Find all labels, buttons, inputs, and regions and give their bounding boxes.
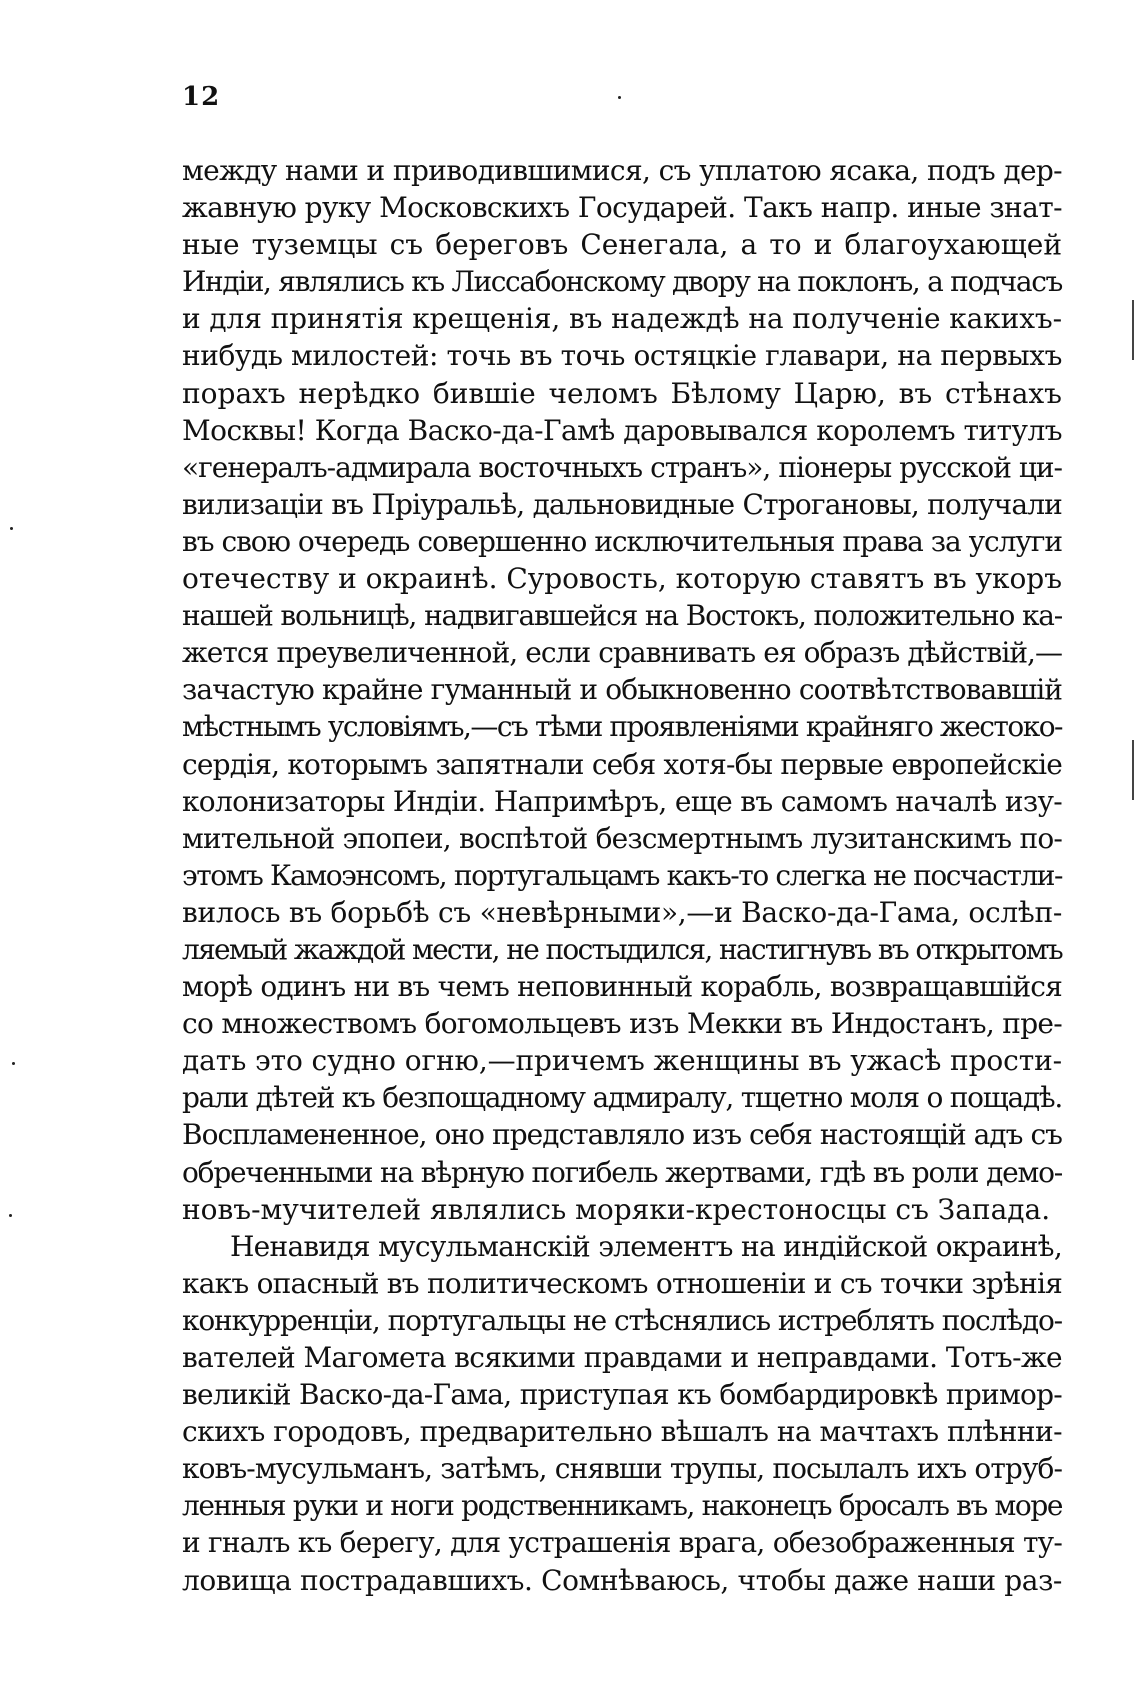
text-line: мительной эпопеи, воспѣтой безсмертнымъ лузитанскимъ по- (182, 821, 1062, 855)
scan-margin-line (1132, 300, 1134, 360)
text-line: зачастую крайне гуманный и обыкновенно соотвѣтствовавшій (182, 673, 1062, 707)
text-line: жавную руку Московскихъ Государей. Такъ напр. иные знат- (182, 191, 1062, 225)
text-line: порахъ нерѣдко бившіе челомъ Бѣлому Царю, въ стѣнахъ (182, 376, 1062, 410)
text-line: сердія, которымъ запятнали себя хотя-бы первые европейскіе (182, 747, 1062, 781)
paragraph-1 (182, 152, 1062, 1228)
text-line: и для принятія крещенія, въ надеждѣ на полученіе какихъ- (182, 302, 1062, 336)
page-number: 12 (182, 82, 221, 112)
text-line: жется преувеличенной, если сравнивать ея образъ дѣйствій,— (182, 636, 1062, 670)
text-line: со множествомъ богомольцевъ изъ Мекки въ Индостанъ, пре- (182, 1007, 1062, 1041)
text-line: конкурренціи, португальцы не стѣснялись истреблять послѣдо- (182, 1303, 1062, 1337)
scan-speck (618, 96, 621, 99)
text-line: вателей Магомета всякими правдами и неправдами. Тотъ-же (182, 1341, 1062, 1374)
text-line: нашей вольницѣ, надвигавшейся на Востокъ, положительно ка- (182, 599, 1062, 633)
text-line: рали дѣтей къ безпощадному адмиралу, тщетно моля о пощадѣ. (182, 1081, 1062, 1115)
text-line: ные туземцы съ береговъ Сенегала, а то и благоухающей (182, 228, 1062, 262)
text-line: великій Васко-да-Гама, приступая къ бомбардировкѣ примор- (182, 1378, 1062, 1412)
text-line: этомъ Камоэнсомъ, португальцамъ какъ-то слегка не посчастли- (182, 858, 1062, 892)
text-line: ленныя руки и ноги родственникамъ, наконецъ бросалъ въ море (182, 1489, 1062, 1523)
text-line: новъ-мучителей являлись моряки-крестоносцы съ Запада. (182, 1192, 1051, 1226)
text-line: Воспламененное, оно представляло изъ себя настоящій адъ съ (182, 1118, 1062, 1152)
text-line: дать это судно огню,—причемъ женщины въ ужасѣ прости- (182, 1044, 1062, 1078)
text-line: колонизаторы Индіи. Напримѣръ, еще въ самомъ началѣ изу- (182, 784, 1062, 818)
text-line: и гналъ къ берегу, для устрашенія врага, обезображенныя ту- (182, 1526, 1062, 1560)
text-line: между нами и приводившимися, съ уплатою ясака, подъ дер- (182, 154, 1062, 187)
text-line: нибудь милостей: точь въ точь остяцкіе главари, на первыхъ (182, 339, 1062, 373)
text-line: обреченными на вѣрную погибель жертвами, гдѣ въ роли демо- (182, 1155, 1062, 1189)
text-line: вилизаціи въ Пріуральѣ, дальновидные Строгановы, получали (182, 487, 1062, 521)
scan-margin-line (1132, 740, 1134, 800)
text-line: въ свою очередь совершенно исключительныя права за услуги (182, 524, 1062, 558)
text-line: мѣстнымъ условіямъ,—съ тѣми проявленіями крайняго жестоко- (182, 710, 1062, 744)
text-line: вилось въ борьбѣ съ «невѣрными»,—и Васко-да-Гама, ослѣп- (182, 895, 1062, 929)
text-line: морѣ одинъ ни въ чемъ неповинный корабль, возвращавшійся (182, 970, 1062, 1004)
text-line: «генералъ-адмирала восточныхъ странъ», піонеры русской ци- (182, 450, 1062, 484)
text-line: какъ опасный въ политическомъ отношеніи и съ точки зрѣнія (182, 1266, 1062, 1300)
text-line: ковъ-мусульманъ, затѣмъ, снявши трупы, посылалъ ихъ отруб- (182, 1452, 1062, 1486)
body-text (182, 152, 1062, 1599)
text-line: Индіи, являлись къ Лиссабонскому двору на поклонъ, а подчасъ (182, 265, 1062, 299)
text-line: ловища пострадавшихъ. Сомнѣваюсь, чтобы даже наши раз- (182, 1563, 1062, 1597)
text-line: Ненавидя мусульманскій элементъ на индійской окраинѣ, (230, 1229, 1062, 1263)
paragraph-2 (182, 1228, 1062, 1599)
text-line: скихъ городовъ, предварительно вѣшалъ на мачтахъ плѣнни- (182, 1415, 1062, 1449)
scan-speck (12, 1062, 15, 1065)
text-line: ляемый жаждой мести, не постыдился, настигнувъ въ открытомъ (182, 932, 1062, 966)
scan-speck (10, 527, 13, 530)
text-line: Москвы! Когда Васко-да-Гамѣ даровывался королемъ титулъ (182, 413, 1062, 447)
text-line: отечеству и окраинѣ. Суровость, которую ставятъ въ укоръ (182, 562, 1062, 596)
scan-speck (9, 1214, 12, 1217)
